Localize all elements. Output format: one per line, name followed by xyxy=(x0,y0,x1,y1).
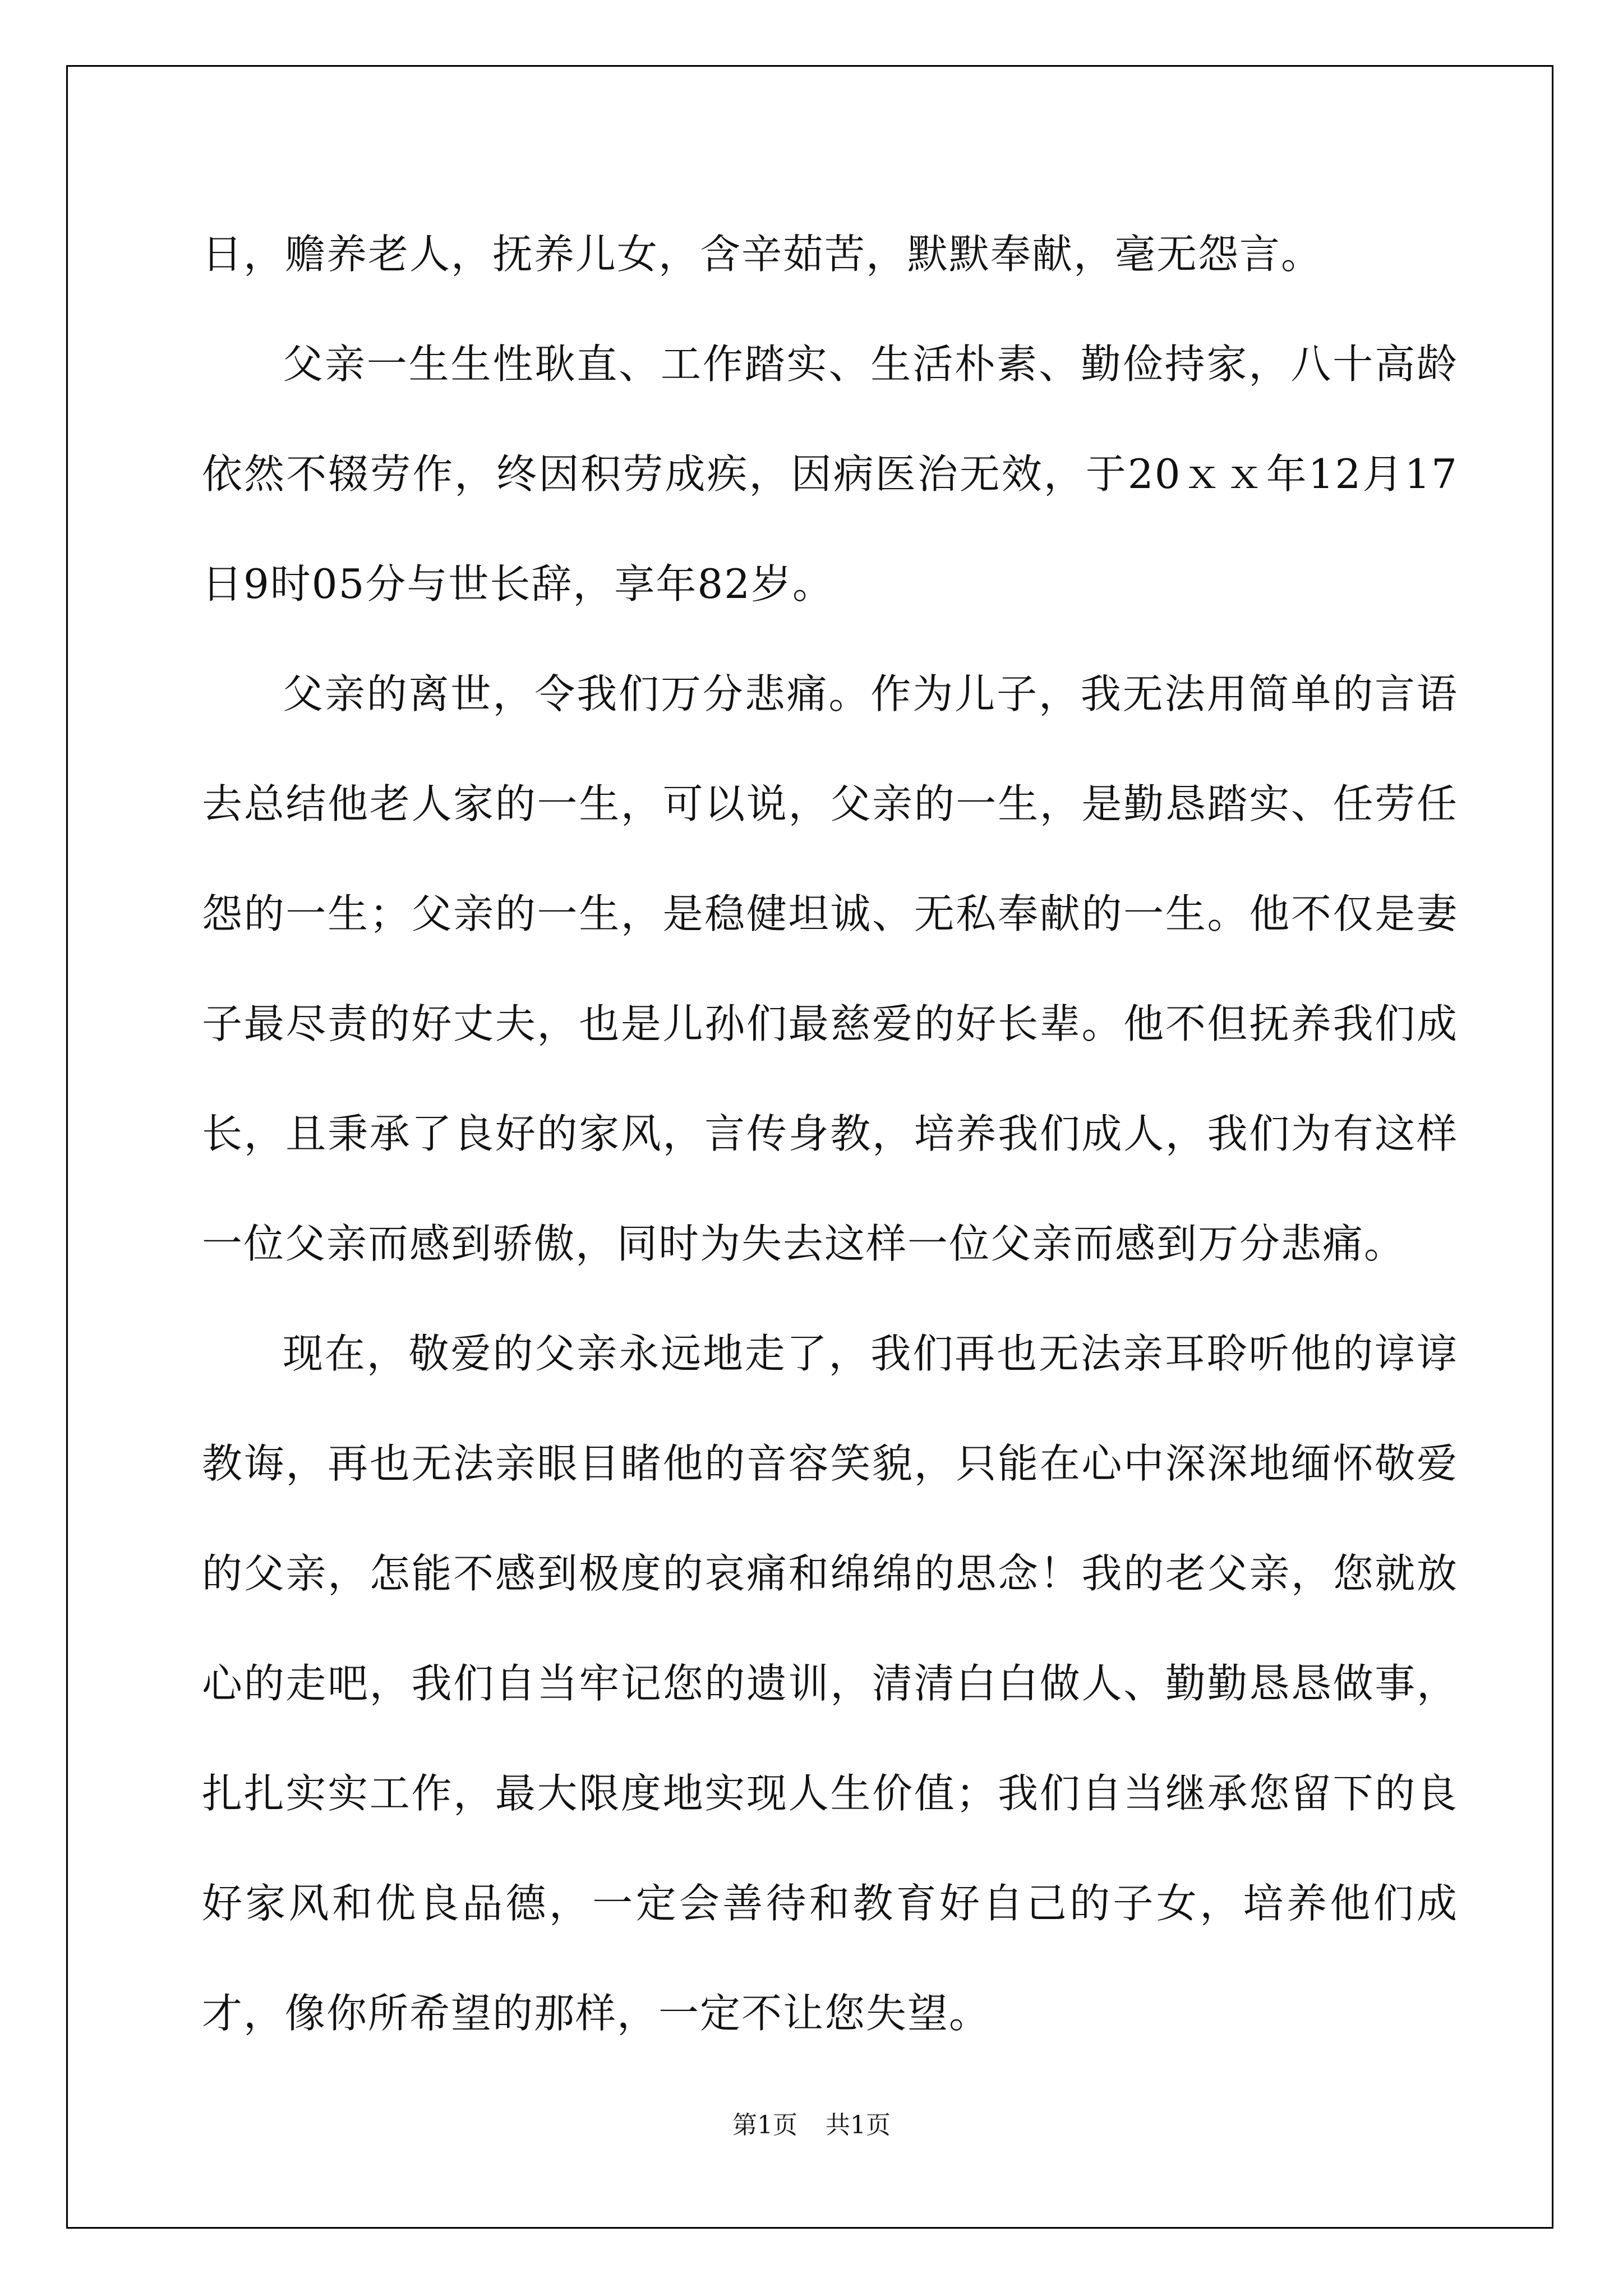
page-number: 第1页 xyxy=(732,2111,797,2139)
paragraph-grief: 父亲的离世，令我们万分悲痛。作为儿子，我无法用简单的言语去总结他老人家的一生，可以说，父亲的一生，是勤恳踏实、任劳任怨的一生；父亲的一生，是稳健坦诚、无私奉献的一生。他不仅是妻子最尽责的好丈夫，也是儿孙们最慈爱的好长辈。他不但抚养我们成长，且秉承了良好的家风，言传身教，培养我们成人，我们为有这样一位父亲而感到骄傲，同时为失去这样一位父亲而感到万分悲痛。 xyxy=(202,670,1458,1267)
paragraph-father-character: 父亲一生生性耿直、工作踏实、生活朴素、勤俭持家，八十高龄依然不辍劳作，终因积劳成疾，因病医治无效，于20ｘｘ年12月17日9时05分与世长辞，享年82岁。 xyxy=(202,341,1458,608)
page-total: 共1页 xyxy=(826,2111,891,2139)
document-body xyxy=(202,199,1458,2068)
paragraph-remembrance: 现在，敬爱的父亲永远地走了，我们再也无法亲耳聆听他的谆谆教诲，再也无法亲眼目睹他的音容笑貌，只能在心中深深地缅怀敬爱的父亲，怎能不感到极度的哀痛和绵绵的思念！我的老父亲，您就放心的走吧，我们自当牢记您的遗训，清清白白做人、勤勤恳恳做事，扎扎实实工作，最大限度地实现人生价值；我们自当继承您留下的良好家风和优良品德，一定会善待和教育好自己的子女，培养他们成才，像你所希望的那样，一定不让您失望。 xyxy=(202,1330,1458,2037)
paragraph-continuation: 日，赡养老人，抚养儿女，含辛茹苦，默默奉献，毫无怨言。 xyxy=(202,231,1323,278)
page-footer xyxy=(0,2105,1623,2141)
